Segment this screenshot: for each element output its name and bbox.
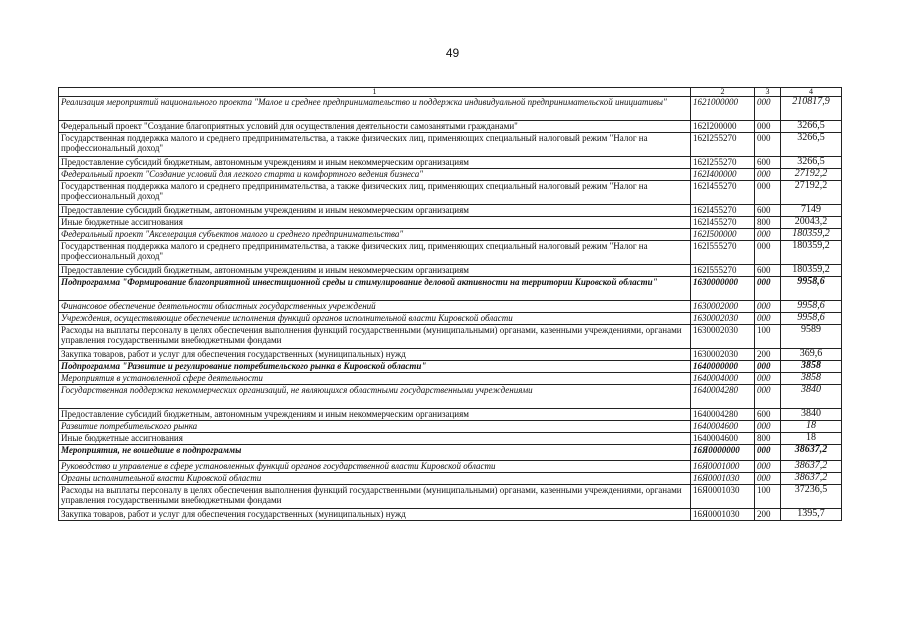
row-code: 1640004280 [691,385,755,409]
row-code: 16Я0001000 [691,461,755,473]
row-vr: 000 [755,133,781,157]
row-amount: 27192,2 [781,169,842,181]
row-amount: 27192,2 [781,181,842,205]
table-row [59,265,842,277]
table-row [59,301,842,313]
table-row [59,421,842,433]
row-vr: 000 [755,301,781,313]
row-amount: 18 [781,433,842,445]
table-header-row [59,88,842,97]
row-vr: 000 [755,473,781,485]
row-name: Мероприятия в установленной сфере деятельности [59,373,691,385]
row-amount: 38637,2 [781,445,842,461]
table-row [59,229,842,241]
budget-table [58,87,842,521]
row-vr: 200 [755,349,781,361]
row-amount: 369,6 [781,349,842,361]
row-name: Иные бюджетные ассигнования [59,217,691,229]
row-code: 1630002030 [691,325,755,349]
table-row [59,385,842,409]
table-row [59,169,842,181]
row-name: Реализация мероприятий национального проекта "Малое и среднее предпринимательство и поддержка индивидуальной предпринимательской инициативы" [59,97,691,121]
row-code: 162I455270 [691,205,755,217]
row-code: 162I555270 [691,241,755,265]
table-row [59,121,842,133]
row-code: 162I555270 [691,265,755,277]
row-name: Органы исполнительной власти Кировской области [59,473,691,485]
row-amount: 9958,6 [781,301,842,313]
row-vr: 000 [755,229,781,241]
row-amount: 180359,2 [781,241,842,265]
row-code: 1640004600 [691,421,755,433]
row-code: 1640004000 [691,373,755,385]
row-code: 1640000000 [691,361,755,373]
row-vr: 000 [755,97,781,121]
page-number: 49 [445,46,460,60]
row-vr: 200 [755,509,781,521]
row-code: 16Я0001030 [691,473,755,485]
row-vr: 000 [755,385,781,409]
table-row [59,361,842,373]
row-code: 1640004280 [691,409,755,421]
row-vr: 600 [755,157,781,169]
row-name: Закупка товаров, работ и услуг для обеспечения государственных (муниципальных) нужд [59,509,691,521]
row-vr: 100 [755,325,781,349]
row-amount: 38637,2 [781,461,842,473]
row-amount: 20043,2 [781,217,842,229]
table-row [59,217,842,229]
row-code: 1621000000 [691,97,755,121]
row-vr: 000 [755,373,781,385]
table-row [59,97,842,121]
row-code: 1630002030 [691,349,755,361]
row-vr: 100 [755,485,781,509]
row-name: Подпрограмма "Развитие и регулирование потребительского рынка в Кировской области" [59,361,691,373]
table-row [59,373,842,385]
row-vr: 600 [755,205,781,217]
row-name: Предоставление субсидий бюджетным, автономным учреждениям и иным некоммерческим организациям [59,409,691,421]
row-name: Развитие потребительского рынка [59,421,691,433]
row-name: Предоставление субсидий бюджетным, автономным учреждениям и иным некоммерческим организациям [59,265,691,277]
row-code: 162I255270 [691,133,755,157]
row-name: Расходы на выплаты персоналу в целях обеспечения выполнения функций государственными (муниципальными) органами, казенными учреждениями, органами управления государственными внебюджетными фондами [59,325,691,349]
row-code: 1630000000 [691,277,755,301]
table-row [59,241,842,265]
table-row [59,409,842,421]
table-row [59,433,842,445]
row-vr: 000 [755,361,781,373]
row-code: 16Я0001030 [691,485,755,509]
row-code: 16Я0000000 [691,445,755,461]
row-vr: 000 [755,241,781,265]
row-name: Учреждения, осуществляющие обеспечение исполнения функций органов исполнительной власти Кировской области [59,313,691,325]
row-name: Расходы на выплаты персоналу в целях обеспечения выполнения функций государственными (муниципальными) органами, казенными учреждениями, органами управления государственными внебюджетными фондами [59,485,691,509]
table-row [59,277,842,301]
row-vr: 000 [755,421,781,433]
row-name: Государственная поддержка малого и среднего предпринимательства, а также физических лиц, применяющих специальный налоговый режим "Налог на профессиональный доход" [59,133,691,157]
row-code: 162I255270 [691,157,755,169]
row-amount: 180359,2 [781,229,842,241]
table-row [59,157,842,169]
row-name: Предоставление субсидий бюджетным, автономным учреждениям и иным некоммерческим организациям [59,157,691,169]
table-row [59,181,842,205]
row-name: Подпрограмма "Формирование благоприятной инвестиционной среды и стимулирование деловой активности на территории Кировской области" [59,277,691,301]
table-row [59,445,842,461]
row-name: Федеральный проект "Создание условий для легкого старта и комфортного ведения бизнеса" [59,169,691,181]
row-amount: 9589 [781,325,842,349]
row-amount: 3840 [781,385,842,409]
row-name: Государственная поддержка малого и среднего предпринимательства, а также физических лиц, применяющих специальный налоговый режим "Налог на профессиональный доход" [59,181,691,205]
row-vr: 800 [755,217,781,229]
row-vr: 000 [755,445,781,461]
row-vr: 000 [755,277,781,301]
row-amount: 7149 [781,205,842,217]
table-row [59,349,842,361]
row-name: Закупка товаров, работ и услуг для обеспечения государственных (муниципальных) нужд [59,349,691,361]
row-name: Иные бюджетные ассигнования [59,433,691,445]
table-row [59,485,842,509]
row-amount: 3266,5 [781,157,842,169]
row-vr: 800 [755,433,781,445]
row-vr: 000 [755,181,781,205]
row-name: Федеральный проект "Создание благоприятных условий для осуществления деятельности самозанятыми гражданами" [59,121,691,133]
row-vr: 600 [755,265,781,277]
table-row [59,461,842,473]
row-name: Государственная поддержка некоммерческих организаций, не являющихся областными государственными учреждениями [59,385,691,409]
row-amount: 1395,7 [781,509,842,521]
row-amount: 9958,6 [781,313,842,325]
table-row [59,205,842,217]
row-name: Руководство и управление в сфере установленных функций органов государственной власти Кировской области [59,461,691,473]
header-cell-vr: 3 [755,88,781,97]
row-code: 162I455270 [691,217,755,229]
row-vr: 000 [755,313,781,325]
row-code: 162I400000 [691,169,755,181]
row-amount: 3858 [781,373,842,385]
row-code: 1630002000 [691,301,755,313]
row-name: Финансовое обеспечение деятельности областных государственных учреждений [59,301,691,313]
row-amount: 3266,5 [781,133,842,157]
row-amount: 210817,9 [781,97,842,121]
table-row [59,133,842,157]
row-amount: 180359,2 [781,265,842,277]
row-name: Предоставление субсидий бюджетным, автономным учреждениям и иным некоммерческим организациям [59,205,691,217]
row-code: 1630002030 [691,313,755,325]
row-code: 16Я0001030 [691,509,755,521]
row-amount: 3840 [781,409,842,421]
row-amount: 38637,2 [781,473,842,485]
row-amount: 3266,5 [781,121,842,133]
table-row [59,313,842,325]
row-name: Мероприятия, не вошедшие в подпрограммы [59,445,691,461]
row-code: 162I200000 [691,121,755,133]
row-code: 1640004600 [691,433,755,445]
row-vr: 000 [755,461,781,473]
row-vr: 000 [755,121,781,133]
row-code: 162I455270 [691,181,755,205]
row-vr: 600 [755,409,781,421]
row-vr: 000 [755,169,781,181]
table-row [59,509,842,521]
row-amount: 3858 [781,361,842,373]
table-row [59,325,842,349]
header-cell-amount: 4 [781,88,842,97]
row-code: 162I500000 [691,229,755,241]
header-cell-code: 2 [691,88,755,97]
row-amount: 9958,6 [781,277,842,301]
row-amount: 37236,5 [781,485,842,509]
row-name: Федеральный проект "Акселерация субъектов малого и среднего предпринимательства" [59,229,691,241]
row-amount: 18 [781,421,842,433]
table-row [59,473,842,485]
header-cell-name: 1 [59,88,691,97]
row-name: Государственная поддержка малого и среднего предпринимательства, а также физических лиц, применяющих специальный налоговый режим "Налог на профессиональный доход" [59,241,691,265]
